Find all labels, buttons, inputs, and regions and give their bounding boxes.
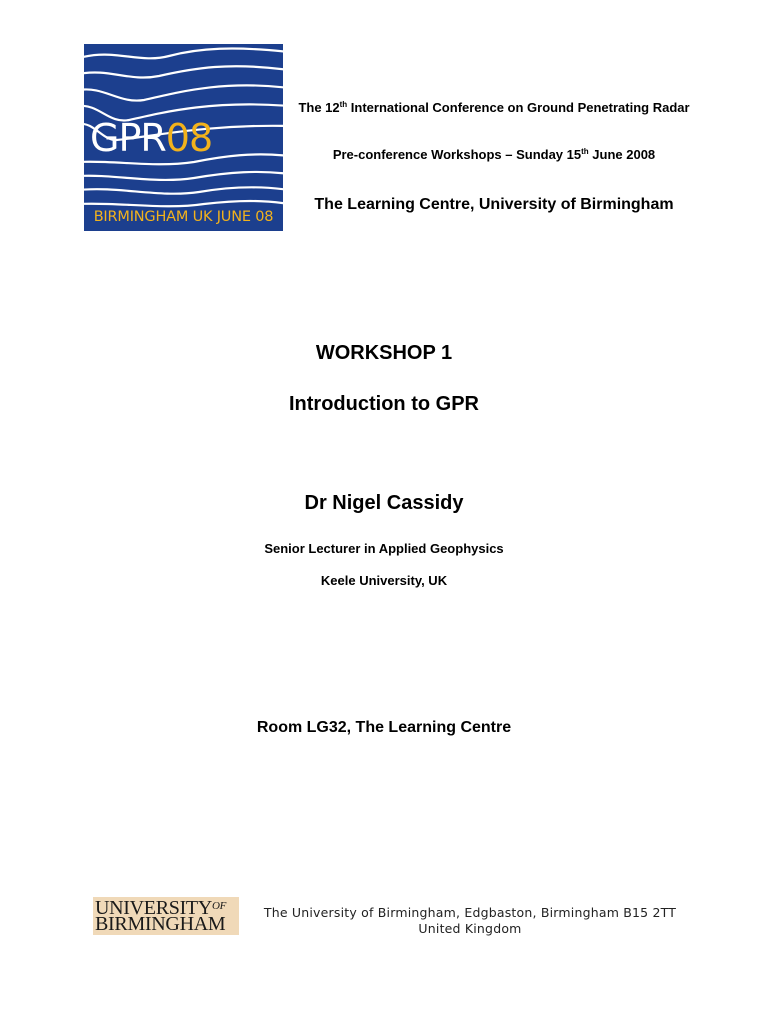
workshops-prefix: Pre-conference Workshops – Sunday 15	[332, 147, 582, 162]
gpr-wordmark-text: GPR	[90, 116, 166, 160]
gpr08-wordmark	[90, 116, 280, 160]
venue-title: The Learning Centre, University of Birmingham	[314, 196, 674, 213]
workshops-date-line	[295, 147, 693, 163]
uob-logo-university: UNIVERSITY	[95, 897, 212, 919]
conference-title	[295, 100, 693, 116]
year-wordmark-text: 08	[165, 116, 213, 160]
uob-logo-of: OF	[212, 900, 227, 912]
room-location: Room LG32, The Learning Centre	[256, 719, 512, 736]
conference-title-suffix: International Conference on Ground Penetrating Radar	[347, 100, 690, 115]
uob-logo-line2: BIRMINGHAM	[95, 913, 226, 935]
workshops-ordinal: th	[581, 147, 589, 156]
university-of-birmingham-logo	[93, 897, 239, 935]
address-line-2: United Kingdom	[418, 921, 522, 936]
conference-title-prefix: The 12	[298, 100, 340, 115]
gpr08-logo	[84, 44, 283, 231]
presenter-organization: Keele University, UK	[320, 573, 448, 588]
footer-address	[258, 905, 682, 937]
workshops-suffix: June 2008	[588, 147, 656, 162]
gpr08-tagline: BIRMINGHAM UK JUNE 08	[93, 209, 274, 225]
conference-title-ordinal: th	[339, 100, 348, 109]
address-line-1: The University of Birmingham, Edgbaston, Birmingham B15 2TT	[263, 905, 677, 920]
workshop-number: WORKSHOP 1	[315, 342, 453, 364]
workshop-title: Introduction to GPR	[289, 393, 479, 415]
presenter-role: Senior Lecturer in Applied Geophysics	[264, 541, 504, 556]
presenter-name: Dr Nigel Cassidy	[304, 492, 464, 514]
